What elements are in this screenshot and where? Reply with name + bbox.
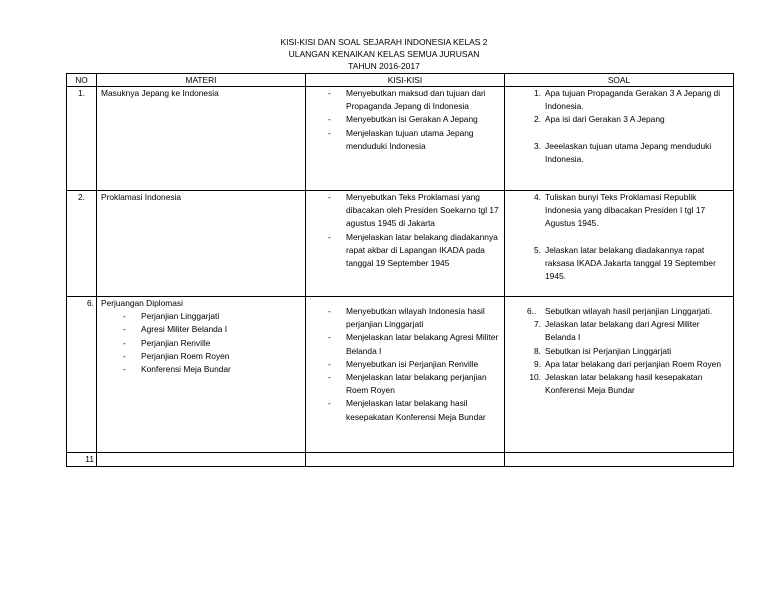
- title-line-3: TAHUN 2016-2017: [348, 61, 420, 71]
- soal-cell: [505, 453, 734, 467]
- materi-subitem: - Agresi Militer Belanda I: [101, 323, 305, 336]
- soal-text: Sebutkan wilayah hasil perjanjian Linggarjati.: [545, 306, 713, 316]
- row-number: 1.: [67, 87, 97, 191]
- soal-item: [505, 345, 733, 358]
- kisi-item: - Menyebutkan maksud dan tujuan dari Propaganda Jepang di Indonesia: [306, 87, 504, 113]
- soal-number: 5.: [534, 244, 541, 255]
- header-kisi-kisi: KISI-KISI: [306, 74, 505, 87]
- kisi-cell: [306, 87, 505, 191]
- materi-cell: [97, 453, 306, 467]
- soal-number: 3.: [534, 140, 541, 151]
- soal-text: Tuliskan bunyi Teks Proklamasi Republik Indonesia yang dibacakan Presiden I tgl 17 Agustus 1945.: [545, 192, 706, 229]
- soal-item: [505, 358, 733, 371]
- soal-item: [505, 87, 733, 113]
- materi-subitem: - Konferensi Meja Bundar: [101, 363, 305, 376]
- soal-item: [505, 191, 733, 231]
- soal-item: [505, 305, 733, 318]
- soal-text: Apa isi dari Gerakan 3 A Jepang: [545, 114, 665, 125]
- kisi-item: - Menyebutkan Teks Proklamasi yang dibacakan oleh Presiden Soekarno tgl 17 agustus 1945 di Jakarta: [306, 191, 504, 231]
- kisi-item: - Menjelaskan tujuan utama Jepang menduduki Indonesia: [306, 127, 504, 153]
- kisi-cell: [306, 453, 505, 467]
- table-row: [67, 297, 734, 453]
- soal-number: 9.: [534, 358, 541, 369]
- spacer: [505, 127, 733, 140]
- kisi-item: - Menjelaskan latar belakang diadakannya rapat akbar di Lapangan IKADA pada tanggal 19 September 1945: [306, 231, 504, 271]
- materi-cell: Proklamasi Indonesia: [97, 191, 306, 297]
- soal-cell: [505, 87, 734, 191]
- soal-item: [505, 371, 733, 397]
- kisi-item: - Menjelaskan latar belakang hasil kesepakatan Konferensi Meja Bundar: [306, 397, 504, 423]
- soal-number: 2.: [534, 114, 541, 125]
- materi-cell: [97, 297, 306, 453]
- table-row: [67, 191, 734, 297]
- soal-item: [505, 113, 733, 126]
- soal-item: [505, 318, 733, 344]
- materi-cell: Masuknya Jepang ke Indonesia: [97, 87, 306, 191]
- header-soal: SOAL: [505, 74, 734, 87]
- kisi-kisi-table: [66, 73, 734, 467]
- soal-number: 8.: [534, 345, 541, 356]
- kisi-item: - Menjelaskan latar belakang perjanjian Roem Royen: [306, 371, 504, 397]
- soal-number: 6..: [527, 306, 537, 316]
- kisi-item: - Menjelaskan latar belakang Agresi Militer Belanda I: [306, 331, 504, 357]
- kisi-cell: [306, 191, 505, 297]
- soal-text: Sebutkan isi Perjanjian Linggarjati: [545, 345, 672, 356]
- table-row: [67, 453, 734, 467]
- kisi-cell: [306, 297, 505, 453]
- soal-text: Jelaskan latar belakang hasil kesepakatan Konferensi Meja Bundar: [545, 372, 703, 396]
- table-row: [67, 87, 734, 191]
- soal-number: 1.: [534, 88, 541, 98]
- header-no: NO: [67, 74, 97, 87]
- materi-subitem: - Perjanjian Roem Royen: [101, 350, 305, 363]
- soal-item: [505, 244, 733, 284]
- soal-number: 10.: [529, 372, 541, 383]
- materi-subitem: - Perjanjian Renville: [101, 337, 305, 350]
- materi-subitem: - Perjanjian Linggarjati: [101, 310, 305, 323]
- soal-text: Apa latar belakang dari perjanjian Roem Royen: [545, 358, 721, 369]
- kisi-item: - Menyebutkan isi Perjanjian Renville: [306, 358, 504, 371]
- spacer: [505, 231, 733, 244]
- materi-title: Perjuangan Diplomasi: [101, 298, 183, 308]
- title-line-2: ULANGAN KENAIKAN KELAS SEMUA JURUSAN: [288, 49, 480, 59]
- kisi-item: - Menyebutkan isi Gerakan A Jepang: [306, 113, 504, 126]
- document-title: [0, 36, 768, 72]
- soal-item: [505, 140, 733, 166]
- row-number: 11: [67, 453, 97, 467]
- soal-number: 7.: [534, 319, 541, 330]
- table-header-row: [67, 74, 734, 87]
- soal-text: Jelaskan latar belakang dari Agresi Militer Belanda I: [545, 319, 700, 343]
- soal-number: 4.: [534, 192, 541, 202]
- soal-cell: [505, 191, 734, 297]
- row-number: 6.: [67, 297, 97, 453]
- kisi-item: - Menyebutkan wilayah Indonesia hasil perjanjian Linggarjati: [306, 305, 504, 331]
- row-number: 2.: [67, 191, 97, 297]
- title-line-1: KISI-KISI DAN SOAL SEJARAH INDONESIA KELAS 2: [280, 37, 488, 47]
- soal-cell: [505, 297, 734, 453]
- soal-text: Apa tujuan Propaganda Gerakan 3 A Jepang di Indonesia.: [545, 88, 721, 112]
- soal-text: Jeeelaskan tujuan utama Jepang menduduki Indonesia.: [545, 140, 712, 164]
- header-materi: MATERI: [97, 74, 306, 87]
- soal-text: Jelaskan latar belakang diadakannya rapat raksasa IKADA Jakarta tanggal 19 September 1945.: [545, 244, 716, 282]
